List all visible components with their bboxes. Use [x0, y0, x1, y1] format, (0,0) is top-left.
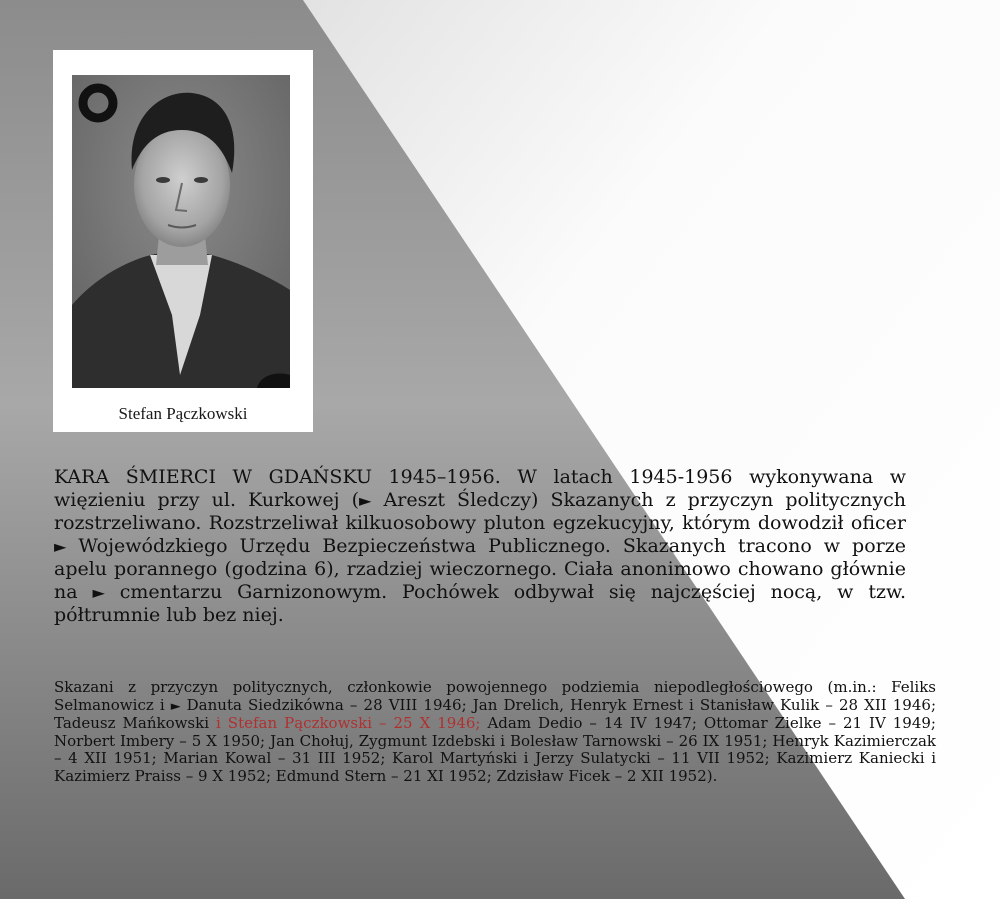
portrait-photo: [72, 75, 290, 388]
arrow-icon: ►: [359, 491, 372, 510]
detail-text-3: Adam Dedio – 14 IV 1947; Ottomar Zielke – 21 IV 1949; Norbert Imbery – 5 X 1950; Jan Chołuj, Zygmunt Izdebski i Bolesław Tarnowski – 26 IX 1951; Henryk Kazimierczak – 4 XII 1951; Marian Kowal – 31 III 1952; Karol Martyński i Jerzy Sulatycki – 11 VII 1952; Kazimierz Kaniecki i Kazimierz Praiss – 9 X 1952; Edmund Stern – 21 XI 1952; Zdzisław Ficek – 2 XII 1952).: [54, 714, 936, 785]
main-paragraph: [54, 466, 906, 627]
link-areszt-sledczy[interactable]: Areszt Śledczy): [371, 489, 539, 511]
main-title: KARA ŚMIERCI W GDAŃSKU 1945–1956.: [54, 466, 501, 488]
detail-text-2: Jan Drelich, Henryk Ernest i Stanisław Kulik – 28 XII 1946; Tadeusz Mańkowski: [54, 695, 936, 733]
arrow-icon: ►: [92, 583, 105, 602]
detail-text-1: Skazani z przyczyn politycznych, członkowie powojennego podziemia niepodległościowego (m.in.: Feliks Selmanowicz i: [54, 678, 936, 714]
main-text-2: Skazanych z przyczyn politycznych rozstrzeliwano. Rozstrzeliwał kilkuosobowy pluton egzekucyjny, którym dowodził oficer: [54, 489, 906, 534]
link-danuta-siedzikowna[interactable]: Danuta Siedzikówna – 28 VIII 1946;: [180, 695, 467, 714]
photo-caption: Stefan Pączkowski: [118, 404, 248, 423]
main-text-1: W latach 1945-1956 wykonywana w więzieniu przy ul. Kurkowej (: [54, 466, 907, 511]
highlighted-name: i Stefan Pączkowski – 25 X 1946;: [209, 714, 481, 733]
arrow-icon: ►: [170, 698, 181, 714]
main-text-4: Pochówek odbywał się najczęściej nocą, w tzw. półtrumnie lub bez niej.: [54, 581, 907, 626]
arrow-icon: ►: [54, 537, 67, 556]
link-cmentarz-garnizonowy[interactable]: cmentarzu Garnizonowym.: [104, 581, 388, 603]
main-text-3: Skazanych tracono w porze apelu porannego (godzina 6), rzadziej wieczornego. Ciała anonimowo chowano głównie na: [54, 535, 906, 603]
link-wojewodzki-urzad[interactable]: Wojewódzkiego Urzędu Bezpieczeństwa Publicznego.: [66, 535, 611, 557]
detail-paragraph: [54, 679, 936, 786]
photo-card: [53, 50, 313, 432]
